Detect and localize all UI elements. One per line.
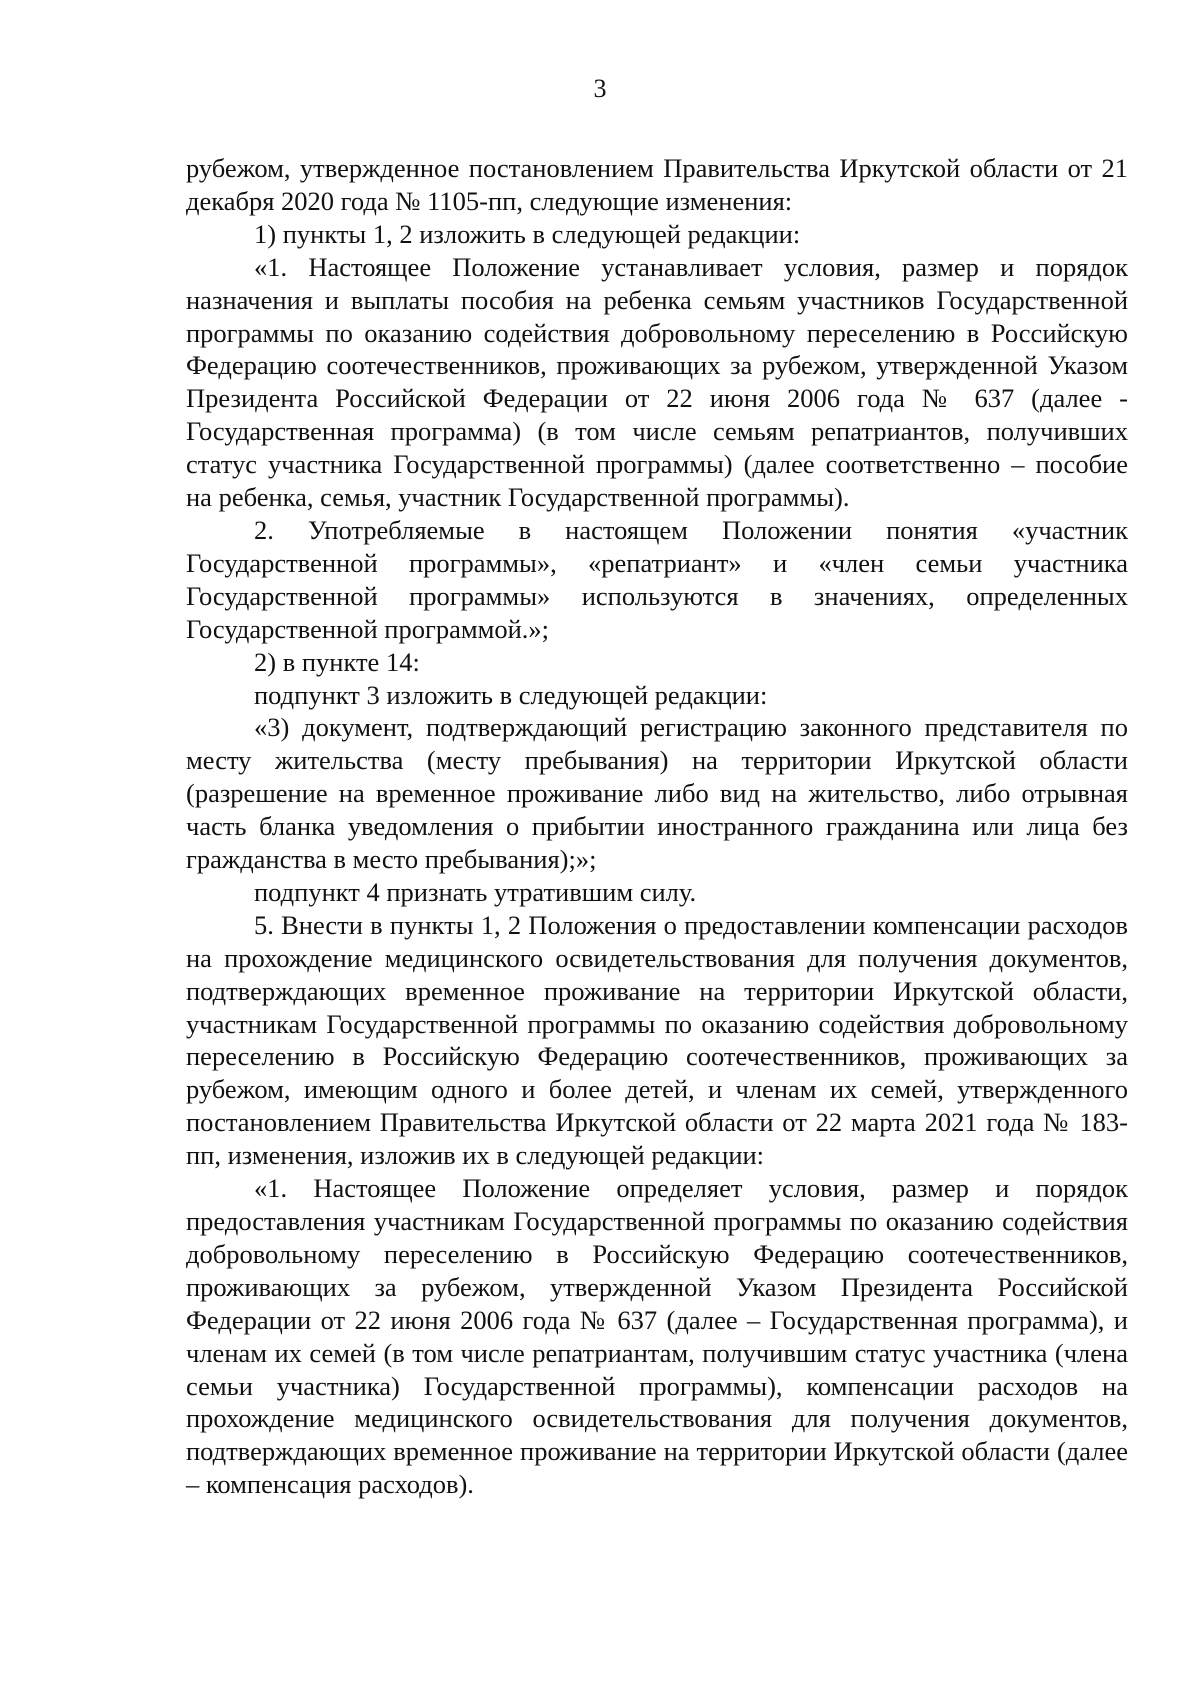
paragraph-continuation: рубежом, утвержденное постановлением Правительства Иркутской области от 21 декабря 2020 года № 1105-пп, следующие изменения: [186,153,1128,216]
page-number: 3 [593,74,607,103]
paragraph-quoted-point-1: «1. Настоящее Положение устанавливает условия, размер и порядок назначения и выплаты пособия на ребенка семьям участников Государственной программы по оказанию содействия добровольному переселению в Российскую Федерацию соотечественников, проживающих за рубежом, утвержденной Указом Президента Российской Федерации от 22 июня 2006 года № 637 (далее - Государственная программа) (в том числе семьям репатриантов, получивших статус участника Государственной программы) (далее соответственно – пособие на ребенка, семья, участник Государственной программы). [186,251,1128,513]
paragraph-item-2: 2) в пункте 14: [254,646,420,677]
paragraph-subpoint-3-intro: подпункт 3 изложить в следующей редакции: [254,679,768,710]
paragraph-item-1: 1) пункты 1, 2 изложить в следующей редакции: [254,218,801,249]
document-body [186,152,1128,1501]
paragraph-subpoint-3-text: «3) документ, подтверждающий регистрацию законного представителя по месту жительства (месту пребывания) на территории Иркутской области (разрешение на временное проживание либо вид на жительство, либо отрывная часть бланка уведомления о прибытии иностранного гражданина или лица без гражданства в место пребывания);»; [186,712,1128,875]
paragraph-quoted-point-2: 2. Употребляемые в настоящем Положении понятия «участник Государственной программы», «репатриант» и «член семьи участника Государственной программы» используются в значениях, определенных Государственной программой.»; [186,514,1128,644]
paragraph-quoted-point-1-compensation: «1. Настоящее Положение определяет условия, размер и порядок предоставления участникам Государственной программы по оказанию содействия добровольному переселению в Российскую Федерацию соотечественников, проживающих за рубежом, утвержденной Указом Президента Российской Федерации от 22 июня 2006 года № 637 (далее – Государственная программа), и членам их семей (в том числе репатриантам, получившим статус участника (члена семьи участника) Государственной программы), компенсации расходов на прохождение медицинского освидетельствования для получения документов, подтверждающих временное проживание на территории Иркутской области (далее – компенсация расходов). [186,1173,1128,1500]
paragraph-subpoint-4: подпункт 4 признать утратившим силу. [254,876,697,907]
paragraph-section-5: 5. Внести в пункты 1, 2 Положения о предоставлении компенсации расходов на прохождение медицинского освидетельствования для получения документов, подтверждающих временное проживание на территории Иркутской области, участникам Государственной программы по оказанию содействия добровольному переселению в Российскую Федерацию соотечественников, проживающих за рубежом, имеющим одного и более детей, и членам их семей, утвержденного постановлением Правительства Иркутской области от 22 марта 2021 года № 183-пп, изменения, изложив их в следующей редакции: [186,909,1128,1171]
